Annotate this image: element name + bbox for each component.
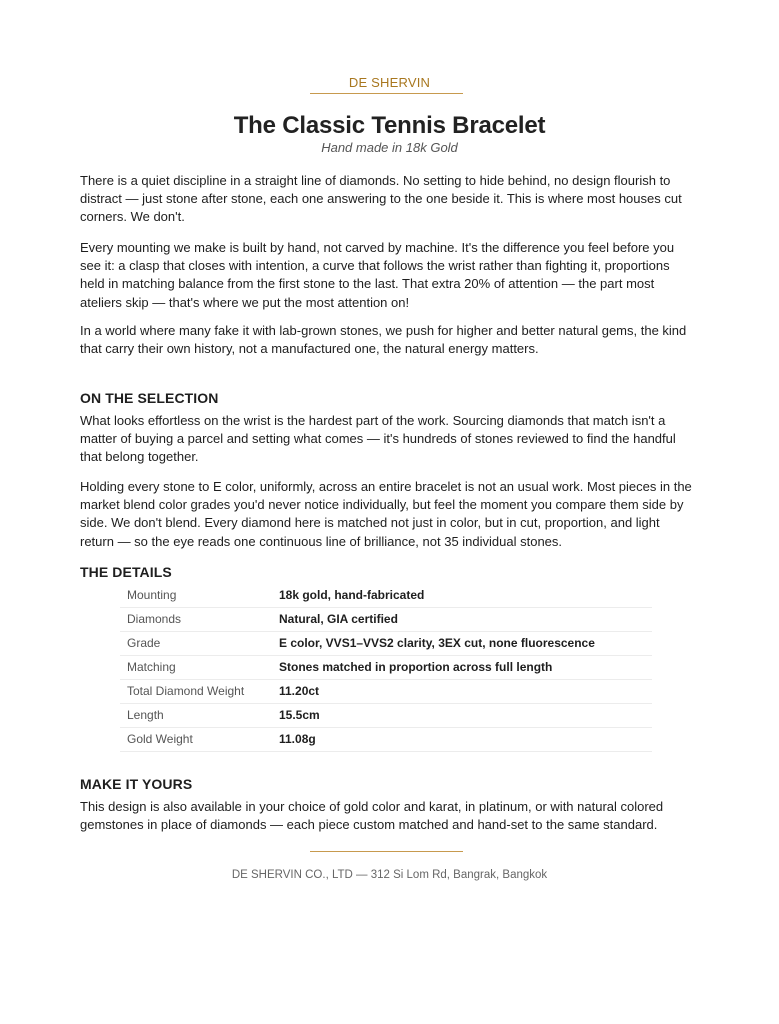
footer-address: DE SHERVIN CO., LTD — 312 Si Lom Rd, Bangrak, Bangkok xyxy=(231,869,548,881)
selection-paragraph-1: What looks effortless on the wrist is the hardest part of the work. Sourcing diamonds that match isn't a matter of buying a parcel and setting what comes — it's hundreds of stones reviewed to find the handful that belong together. xyxy=(80,413,676,465)
spec-value: 18k gold, hand-fabricated xyxy=(279,583,652,607)
spec-label: Diamonds xyxy=(120,607,279,631)
spec-label: Total Diamond Weight xyxy=(120,679,279,703)
spec-value: E color, VVS1–VVS2 clarity, 3EX cut, none fluorescence xyxy=(279,631,652,655)
table-row xyxy=(120,655,652,679)
brand-name: DE SHERVIN xyxy=(348,75,431,90)
custom-heading: MAKE IT YOURS xyxy=(80,776,193,792)
spec-label: Gold Weight xyxy=(120,727,279,751)
spec-value: 11.20ct xyxy=(279,679,652,703)
spec-label: Mounting xyxy=(120,583,279,607)
spec-label: Length xyxy=(120,703,279,727)
page-subtitle: Hand made in 18k Gold xyxy=(321,140,458,155)
table-row xyxy=(120,607,652,631)
table-row xyxy=(120,703,652,727)
details-table xyxy=(120,583,652,752)
selection-paragraph-2: Holding every stone to E color, uniformly, across an entire bracelet is not an usual work. Most pieces in the market blend color grades you'd never notice individually, but feel the moment you compare them side by side. We don't blend. Every diamond here is matched not just in color, but in cut, proportion, and light return — so the eye reads one continuous line of brilliance, not 35 individual stones. xyxy=(80,479,692,549)
selection-heading: ON THE SELECTION xyxy=(80,390,219,406)
spec-label: Grade xyxy=(120,631,279,655)
spec-value: 15.5cm xyxy=(279,703,652,727)
table-row xyxy=(120,631,652,655)
intro-paragraph-2: Every mounting we make is built by hand, not carved by machine. It's the difference you feel before you see it: a clasp that closes with intention, a curve that follows the wrist rather than fighting it, proportions held in matching balance from the first stone to the last. That extra 20% of attention — the part most ateliers skip — that's where we put the most attention on! xyxy=(80,240,675,310)
spec-label: Matching xyxy=(120,655,279,679)
table-row xyxy=(120,583,652,607)
details-heading: THE DETAILS xyxy=(80,564,172,580)
table-row xyxy=(120,727,652,751)
intro-paragraph-3: In a world where many fake it with lab-grown stones, we push for higher and better natural gems, the kind that carry their own history, not a manufactured one, the natural energy matters. xyxy=(80,323,687,357)
spec-value: Stones matched in proportion across full length xyxy=(279,655,652,679)
top-divider xyxy=(310,93,463,94)
bottom-divider xyxy=(310,851,463,852)
spec-value: 11.08g xyxy=(279,727,652,751)
intro-paragraph-1: There is a quiet discipline in a straight line of diamonds. No setting to hide behind, no design flourish to distract — just stone after stone, each one answering to the one beside it. This is where most houses cut corners. We don't. xyxy=(80,173,682,225)
page-title: The Classic Tennis Bracelet xyxy=(233,112,546,139)
spec-value: Natural, GIA certified xyxy=(279,607,652,631)
table-row xyxy=(120,679,652,703)
custom-paragraph: This design is also available in your choice of gold color and karat, in platinum, or with natural colored gemstones in place of diamonds — each piece custom matched and hand-set to the same standard. xyxy=(80,799,664,833)
